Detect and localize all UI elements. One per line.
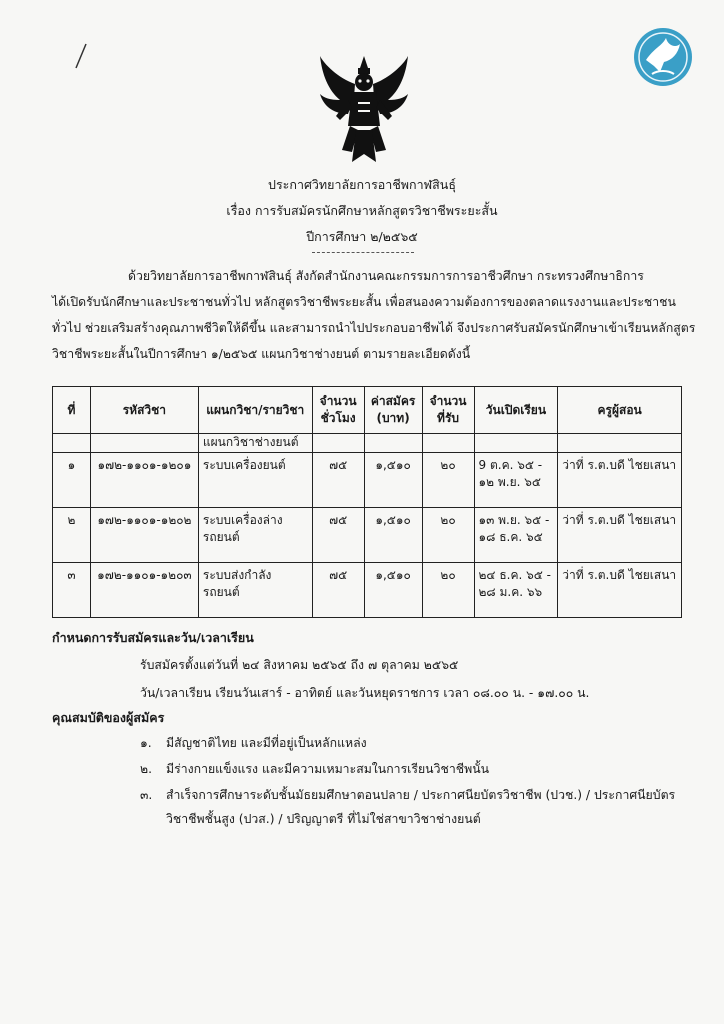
row-hours: ๗๕ (312, 508, 364, 563)
row-fee: ๑,๕๑๐ (364, 563, 422, 618)
intro-line-4: วิชาชีพระยะสั้นในปีการศึกษา ๑/๒๕๖๕ แผนกวิชาช่างยนต์ ตามรายละเอียดดังนี้ (52, 347, 471, 361)
row-fee: ๑,๕๑๐ (364, 453, 422, 508)
empty-cell (312, 434, 364, 453)
schedule-registration: รับสมัครตั้งแต่วันที่ ๒๔ สิงหาคม ๒๕๖๕ ถึง ๗ ตุลาคม ๒๕๖๕ (140, 658, 459, 672)
row-seats: ๒๐ (422, 563, 474, 618)
header-fee (364, 387, 422, 434)
row-no: ๒ (53, 508, 91, 563)
intro-line-1: ด้วยวิทยาลัยการอาชีพกาฬสินธุ์ สังกัดสำนักงานคณะกรรมการการอาชีวศึกษา กระทรวงศึกษาธิการ (128, 269, 644, 283)
pen-mark-icon (66, 40, 96, 70)
empty-cell (53, 434, 91, 453)
row-start-line-2: ๑๒ พ.ย. ๖๕ (478, 475, 541, 489)
row-start-line-1: ๒๔ ธ.ค. ๖๕ - (478, 568, 551, 582)
row-course-line-1: ระบบส่งกำลังรถยนต์ (202, 568, 272, 599)
header-fee-line-1: ค่าสมัคร (370, 394, 416, 408)
schedule-study-time: วัน/เวลาเรียน เรียนวันเสาร์ - อาทิตย์ และวันหยุดราชการ เวลา ๐๘.๐๐ น. - ๑๗.๐๐ น. (140, 686, 590, 700)
row-course-line-2: รถยนต์ (202, 530, 240, 544)
header-divider (312, 252, 414, 253)
row-hours: ๗๕ (312, 563, 364, 618)
college-logo-icon (632, 26, 694, 88)
table-row (53, 563, 682, 618)
row-teacher: ว่าที่ ร.ต.บดี ไชยเสนา (558, 563, 682, 618)
schedule-heading: กำหนดการรับสมัครและวัน/เวลาเรียน (52, 630, 254, 645)
row-teacher: ว่าที่ ร.ต.บดี ไชยเสนา (558, 508, 682, 563)
table-row (53, 453, 682, 508)
row-course (198, 563, 312, 618)
qualification-number: ๑. (140, 736, 152, 750)
row-start (474, 453, 558, 508)
empty-cell (474, 434, 558, 453)
row-hours: ๗๕ (312, 453, 364, 508)
department-name: แผนกวิชาช่างยนต์ (198, 434, 312, 453)
qualification-text-continued: วิชาชีพชั้นสูง (ปวส.) / ปริญญาตรี ที่ไม่ใช่สาขาวิชาช่างยนต์ (166, 812, 481, 826)
header-code: รหัสวิชา (90, 387, 198, 434)
header-no: ที่ (53, 387, 91, 434)
row-code: ๑๗๒-๑๑๐๑-๑๒๐๓ (90, 563, 198, 618)
header-fee-line-2: (บาท) (376, 411, 410, 425)
header-seats (422, 387, 474, 434)
row-start-line-1: ๑๓ พ.ย. ๖๕ - (478, 513, 550, 527)
qualifications-heading: คุณสมบัติของผู้สมัคร (52, 710, 165, 725)
announcement-title: ประกาศวิทยาลัยการอาชีพกาฬสินธุ์ (268, 177, 456, 192)
row-start-line-2: ๒๘ ม.ค. ๖๖ (478, 585, 543, 599)
header-seats-line-2: ที่รับ (437, 411, 460, 425)
header-start: วันเปิดเรียน (474, 387, 558, 434)
header-hours-line-1: จำนวน (319, 394, 357, 408)
table-header-row (53, 387, 682, 434)
qualification-text: มีสัญชาติไทย และมีที่อยู่เป็นหลักแหล่ง (166, 736, 367, 750)
row-start (474, 563, 558, 618)
intro-line-2: ได้เปิดรับนักศึกษาและประชาชนทั่วไป หลักสูตรวิชาชีพระยะสั้น เพื่อสนองความต้องการของตลาดแรงงานและประชาชน (52, 295, 676, 309)
row-code: ๑๗๒-๑๑๐๑-๑๒๐๒ (90, 508, 198, 563)
header-teacher: ครูผู้สอน (558, 387, 682, 434)
qualification-text: สำเร็จการศึกษาระดับชั้นมัธยมศึกษาตอนปลาย / ประกาศนียบัตรวิชาชีพ (ปวช.) / ประกาศนียบัตร (166, 788, 676, 802)
header-seats-line-1: จำนวน (429, 394, 467, 408)
empty-cell (364, 434, 422, 453)
intro-line-3: ทั่วไป ช่วยเสริมสร้างคุณภาพชีวิตให้ดีขึ้น และสามารถนำไปประกอบอาชีพได้ จึงประกาศรับสมัครนักศึกษาเข้าเรียนหลักสูตร (52, 321, 696, 335)
row-start (474, 508, 558, 563)
header-hours-line-2: ชั่วโมง (320, 411, 356, 425)
header-dept: แผนกวิชา/รายวิชา (198, 387, 312, 434)
row-seats: ๒๐ (422, 508, 474, 563)
qualification-number: ๓. (140, 788, 153, 802)
row-start-line-2: ๑๘ ธ.ค. ๖๕ (478, 530, 543, 544)
empty-cell (558, 434, 682, 453)
academic-year: ปีการศึกษา ๒/๒๕๖๕ (306, 229, 418, 244)
header-hours (312, 387, 364, 434)
qualification-text: มีร่างกายแข็งแรง และมีความเหมาะสมในการเรียนวิชาชีพนั้น (166, 762, 490, 776)
garuda-emblem-icon (318, 54, 410, 166)
row-seats: ๒๐ (422, 453, 474, 508)
row-course-line-1: ระบบเครื่องล่าง (202, 513, 283, 527)
empty-cell (422, 434, 474, 453)
qualification-number: ๒. (140, 762, 153, 776)
row-course (198, 508, 312, 563)
row-course-line-1: ระบบเครื่องยนต์ (202, 458, 286, 472)
row-code: ๑๗๒-๑๑๐๑-๑๒๐๑ (90, 453, 198, 508)
course-table (52, 386, 682, 618)
department-row (53, 434, 682, 453)
row-no: ๓ (53, 563, 91, 618)
row-no: ๑ (53, 453, 91, 508)
announcement-subject: เรื่อง การรับสมัครนักศึกษาหลักสูตรวิชาชีพระยะสั้น (226, 203, 498, 218)
row-course (198, 453, 312, 508)
row-fee: ๑,๕๑๐ (364, 508, 422, 563)
row-teacher: ว่าที่ ร.ต.บดี ไชยเสนา (558, 453, 682, 508)
row-start-line-1: 9 ต.ค. ๖๕ - (478, 458, 543, 472)
empty-cell (90, 434, 198, 453)
table-row (53, 508, 682, 563)
